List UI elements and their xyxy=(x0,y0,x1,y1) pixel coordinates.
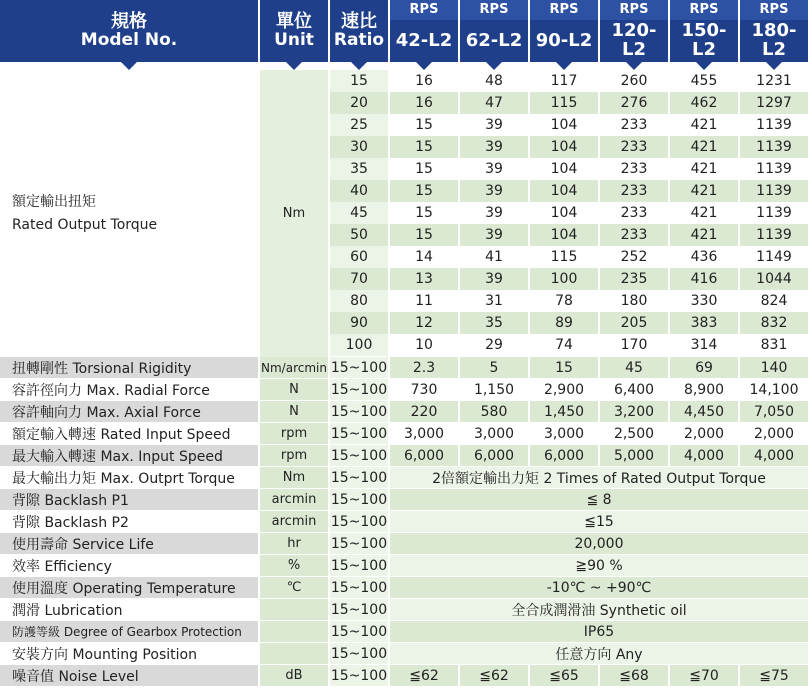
torque-value: 1139 xyxy=(740,136,808,158)
torque-value: 260 xyxy=(600,70,668,92)
torque-value: 1231 xyxy=(740,70,808,92)
torque-value: 1139 xyxy=(740,158,808,180)
spec-value: 220 xyxy=(390,401,458,422)
header-rps: RPS xyxy=(600,0,668,20)
torque-value: 29 xyxy=(460,334,528,356)
spec-value: ≦75 xyxy=(740,665,808,686)
torque-value: 104 xyxy=(530,224,598,246)
torque-value: 39 xyxy=(460,158,528,180)
spec-span-value: 任意方向 Any xyxy=(390,643,808,664)
spec-value: ≦62 xyxy=(460,665,528,686)
header-pointer xyxy=(626,62,642,70)
spec-value: 7,050 xyxy=(740,401,808,422)
torque-value: 78 xyxy=(530,290,598,312)
spec-value: 45 xyxy=(600,357,668,378)
spec-value: 580 xyxy=(460,401,528,422)
torque-value: 1149 xyxy=(740,246,808,268)
torque-value: 824 xyxy=(740,290,808,312)
header-model xyxy=(0,0,258,62)
spec-value: 730 xyxy=(390,379,458,400)
torque-value: 1044 xyxy=(740,268,808,290)
spec-ratio: 15~100 xyxy=(330,511,388,532)
torque-value: 89 xyxy=(530,312,598,334)
torque-value: 117 xyxy=(530,70,598,92)
header-model-column xyxy=(600,0,668,62)
torque-value: 1139 xyxy=(740,114,808,136)
header-model-column xyxy=(390,0,458,62)
header-model-name: 62-L2 xyxy=(465,29,523,51)
spec-value: 2,500 xyxy=(600,423,668,444)
spec-label: 最大輸出力矩 Max. Outprt Torque xyxy=(0,467,258,488)
spec-ratio: 15~100 xyxy=(330,643,388,664)
spec-value: 1,450 xyxy=(530,401,598,422)
spec-label: 容許軸向力 Max. Axial Force xyxy=(0,401,258,422)
ratio-cell: 30 xyxy=(330,136,388,158)
ratio-cell: 25 xyxy=(330,114,388,136)
spec-value: 2,000 xyxy=(740,423,808,444)
spec-value: 3,000 xyxy=(530,423,598,444)
torque-value: 233 xyxy=(600,202,668,224)
spec-ratio: 15~100 xyxy=(330,467,388,488)
torque-value: 235 xyxy=(600,268,668,290)
spec-ratio: 15~100 xyxy=(330,423,388,444)
ratio-cell: 60 xyxy=(330,246,388,268)
spec-ratio: 15~100 xyxy=(330,621,388,642)
header-rps: RPS xyxy=(740,0,808,20)
spec-value: 4,000 xyxy=(740,445,808,466)
ratio-cell: 20 xyxy=(330,92,388,114)
spec-value: 8,900 xyxy=(670,379,738,400)
spec-value: 6,000 xyxy=(390,445,458,466)
spec-span-value: ≦15 xyxy=(390,511,808,532)
torque-value: 233 xyxy=(600,114,668,136)
torque-value: 35 xyxy=(460,312,528,334)
spec-span-value: IP65 xyxy=(390,621,808,642)
header-model-name: 120-L2 xyxy=(611,20,657,60)
torque-value: 421 xyxy=(670,136,738,158)
header-model-cn: 規格 xyxy=(111,10,147,32)
spec-value: ≦68 xyxy=(600,665,668,686)
header-model-column xyxy=(740,0,808,62)
header-model-column xyxy=(670,0,738,62)
spec-unit: % xyxy=(260,555,328,576)
spec-ratio: 15~100 xyxy=(330,577,388,598)
spec-value: 3,200 xyxy=(600,401,668,422)
torque-value: 233 xyxy=(600,158,668,180)
spec-unit: N xyxy=(260,401,328,422)
spec-value: 3,000 xyxy=(390,423,458,444)
spec-value: ≦65 xyxy=(530,665,598,686)
spec-label: 效率 Efficiency xyxy=(0,555,258,576)
spec-label: 使用溫度 Operating Temperature xyxy=(0,577,258,598)
torque-value: 47 xyxy=(460,92,528,114)
torque-value: 455 xyxy=(670,70,738,92)
spec-unit: hr xyxy=(260,533,328,554)
spec-span-value: 全合成潤滑油 Synthetic oil xyxy=(390,599,808,620)
spec-value: 2,000 xyxy=(670,423,738,444)
spec-unit: rpm xyxy=(260,423,328,444)
spec-label: 最大輸入轉速 Max. Input Speed xyxy=(0,445,258,466)
header-model-column xyxy=(460,0,528,62)
spec-ratio: 15~100 xyxy=(330,555,388,576)
spec-value: ≦62 xyxy=(390,665,458,686)
header-rps: RPS xyxy=(390,0,458,20)
torque-value: 15 xyxy=(390,180,458,202)
spec-unit: N xyxy=(260,379,328,400)
torque-value: 74 xyxy=(530,334,598,356)
spec-unit: rpm xyxy=(260,445,328,466)
spec-span-value: -10℃ ~ +90℃ xyxy=(390,577,808,598)
torque-value: 421 xyxy=(670,224,738,246)
spec-value: 1,150 xyxy=(460,379,528,400)
torque-value: 233 xyxy=(600,180,668,202)
torque-value: 39 xyxy=(460,224,528,246)
torque-value: 48 xyxy=(460,70,528,92)
torque-value: 233 xyxy=(600,224,668,246)
spec-label: 額定輸入轉速 Rated Input Speed xyxy=(0,423,258,444)
torque-value: 12 xyxy=(390,312,458,334)
torque-value: 205 xyxy=(600,312,668,334)
spec-ratio: 15~100 xyxy=(330,401,388,422)
header-model-en: Model No. xyxy=(80,29,178,50)
spec-value: 3,000 xyxy=(460,423,528,444)
torque-value: 15 xyxy=(390,202,458,224)
header-ratio xyxy=(330,0,388,62)
header-model-name: 90-L2 xyxy=(535,29,593,51)
torque-value: 15 xyxy=(390,158,458,180)
spec-label: 容許徑向力 Max. Radial Force xyxy=(0,379,258,400)
header-pointer xyxy=(556,62,572,70)
torque-value: 39 xyxy=(460,136,528,158)
torque-value: 436 xyxy=(670,246,738,268)
torque-value: 421 xyxy=(670,114,738,136)
ratio-cell: 15 xyxy=(330,70,388,92)
spec-unit xyxy=(260,643,328,664)
spec-label: 安裝方向 Mounting Position xyxy=(0,643,258,664)
torque-value: 180 xyxy=(600,290,668,312)
spec-span-value: ≦ 8 xyxy=(390,489,808,510)
torque-value: 1139 xyxy=(740,202,808,224)
spec-ratio: 15~100 xyxy=(330,445,388,466)
header-pointer xyxy=(766,62,782,70)
ratio-cell: 40 xyxy=(330,180,388,202)
spec-unit xyxy=(260,621,328,642)
torque-value: 10 xyxy=(390,334,458,356)
spec-value: 69 xyxy=(670,357,738,378)
header-model-column xyxy=(530,0,598,62)
torque-value: 421 xyxy=(670,180,738,202)
spec-ratio: 15~100 xyxy=(330,379,388,400)
torque-value: 416 xyxy=(670,268,738,290)
spec-value: 140 xyxy=(740,357,808,378)
header-unit xyxy=(260,0,328,62)
spec-ratio: 15~100 xyxy=(330,357,388,378)
header-pointer xyxy=(416,62,432,70)
torque-value: 314 xyxy=(670,334,738,356)
spec-ratio: 15~100 xyxy=(330,599,388,620)
ratio-cell: 80 xyxy=(330,290,388,312)
torque-value: 16 xyxy=(390,92,458,114)
torque-value: 104 xyxy=(530,180,598,202)
ratio-cell: 35 xyxy=(330,158,388,180)
torque-value: 39 xyxy=(460,114,528,136)
header-ratio-cn: 速比 xyxy=(341,10,377,32)
spec-value: 14,100 xyxy=(740,379,808,400)
torque-value: 831 xyxy=(740,334,808,356)
header-pointer xyxy=(486,62,502,70)
torque-value: 39 xyxy=(460,202,528,224)
torque-value: 31 xyxy=(460,290,528,312)
spec-value: 4,450 xyxy=(670,401,738,422)
spec-label: 使用壽命 Service Life xyxy=(0,533,258,554)
spec-value: 6,000 xyxy=(460,445,528,466)
header-ratio-en: Ratio xyxy=(333,29,385,50)
spec-label: 背隙 Backlash P2 xyxy=(0,511,258,532)
torque-value: 1139 xyxy=(740,224,808,246)
torque-value: 14 xyxy=(390,246,458,268)
torque-value: 115 xyxy=(530,246,598,268)
spec-unit: Nm xyxy=(260,467,328,488)
spec-label: 潤滑 Lubrication xyxy=(0,599,258,620)
spec-value: ≦70 xyxy=(670,665,738,686)
torque-value: 104 xyxy=(530,202,598,224)
spec-value: 5,000 xyxy=(600,445,668,466)
header-model-name: 180-L2 xyxy=(751,20,797,60)
torque-value: 421 xyxy=(670,158,738,180)
header-pointer xyxy=(351,62,367,70)
torque-value: 41 xyxy=(460,246,528,268)
torque-value: 13 xyxy=(390,268,458,290)
torque-value: 104 xyxy=(530,114,598,136)
spec-ratio: 15~100 xyxy=(330,665,388,686)
spec-span-value: 2倍額定輸出力矩 2 Times of Rated Output Torque xyxy=(390,467,808,488)
spec-unit: dB xyxy=(260,665,328,686)
torque-value: 832 xyxy=(740,312,808,334)
spec-unit: ℃ xyxy=(260,577,328,598)
spec-label: 防護等級 Degree of Gearbox Protection xyxy=(0,621,258,642)
torque-value: 104 xyxy=(530,136,598,158)
spec-value: 5 xyxy=(460,357,528,378)
torque-value: 276 xyxy=(600,92,668,114)
torque-value: 115 xyxy=(530,92,598,114)
spec-value: 4,000 xyxy=(670,445,738,466)
spec-span-value: 20,000 xyxy=(390,533,808,554)
torque-value: 252 xyxy=(600,246,668,268)
header-rps: RPS xyxy=(530,0,598,20)
torque-value: 383 xyxy=(670,312,738,334)
torque-label-cn: 額定輸出扭矩 xyxy=(12,194,96,211)
header-pointer xyxy=(121,62,137,70)
spec-value: 2.3 xyxy=(390,357,458,378)
torque-value: 16 xyxy=(390,70,458,92)
header-pointer xyxy=(286,62,302,70)
spec-value: 15 xyxy=(530,357,598,378)
torque-value: 15 xyxy=(390,136,458,158)
spec-ratio: 15~100 xyxy=(330,533,388,554)
torque-value: 15 xyxy=(390,114,458,136)
torque-value: 15 xyxy=(390,224,458,246)
spec-span-value: ≧90 % xyxy=(390,555,808,576)
header-unit-cn: 單位 xyxy=(276,10,312,32)
spec-unit: arcmin xyxy=(260,511,328,532)
spec-ratio: 15~100 xyxy=(330,489,388,510)
torque-value: 1297 xyxy=(740,92,808,114)
spec-label: 噪音值 Noise Level xyxy=(0,665,258,686)
torque-value: 330 xyxy=(670,290,738,312)
header-unit-en: Unit xyxy=(274,29,314,50)
torque-value: 1139 xyxy=(740,180,808,202)
spec-unit: arcmin xyxy=(260,489,328,510)
spec-value: 6,400 xyxy=(600,379,668,400)
torque-value: 39 xyxy=(460,268,528,290)
torque-unit: Nm xyxy=(260,70,328,357)
torque-value: 100 xyxy=(530,268,598,290)
spec-unit xyxy=(260,599,328,620)
header-rps: RPS xyxy=(670,0,738,20)
torque-value: 170 xyxy=(600,334,668,356)
torque-value: 11 xyxy=(390,290,458,312)
spec-value: 2,900 xyxy=(530,379,598,400)
torque-label-en: Rated Output Torque xyxy=(12,216,158,233)
torque-label xyxy=(0,70,260,357)
spec-label: 扭轉剛性 Torsional Rigidity xyxy=(0,357,258,378)
torque-value: 104 xyxy=(530,158,598,180)
torque-value: 421 xyxy=(670,202,738,224)
ratio-cell: 90 xyxy=(330,312,388,334)
torque-value: 39 xyxy=(460,180,528,202)
spec-value: 6,000 xyxy=(530,445,598,466)
ratio-cell: 50 xyxy=(330,224,388,246)
header-rps: RPS xyxy=(460,0,528,20)
header-pointer xyxy=(696,62,712,70)
spec-unit: Nm/arcmin xyxy=(260,357,328,378)
ratio-cell: 100 xyxy=(330,334,388,356)
ratio-cell: 70 xyxy=(330,268,388,290)
ratio-cell: 45 xyxy=(330,202,388,224)
header-model-name: 150-L2 xyxy=(681,20,727,60)
header-model-name: 42-L2 xyxy=(395,29,453,51)
spec-label: 背隙 Backlash P1 xyxy=(0,489,258,510)
torque-value: 462 xyxy=(670,92,738,114)
torque-value: 233 xyxy=(600,136,668,158)
